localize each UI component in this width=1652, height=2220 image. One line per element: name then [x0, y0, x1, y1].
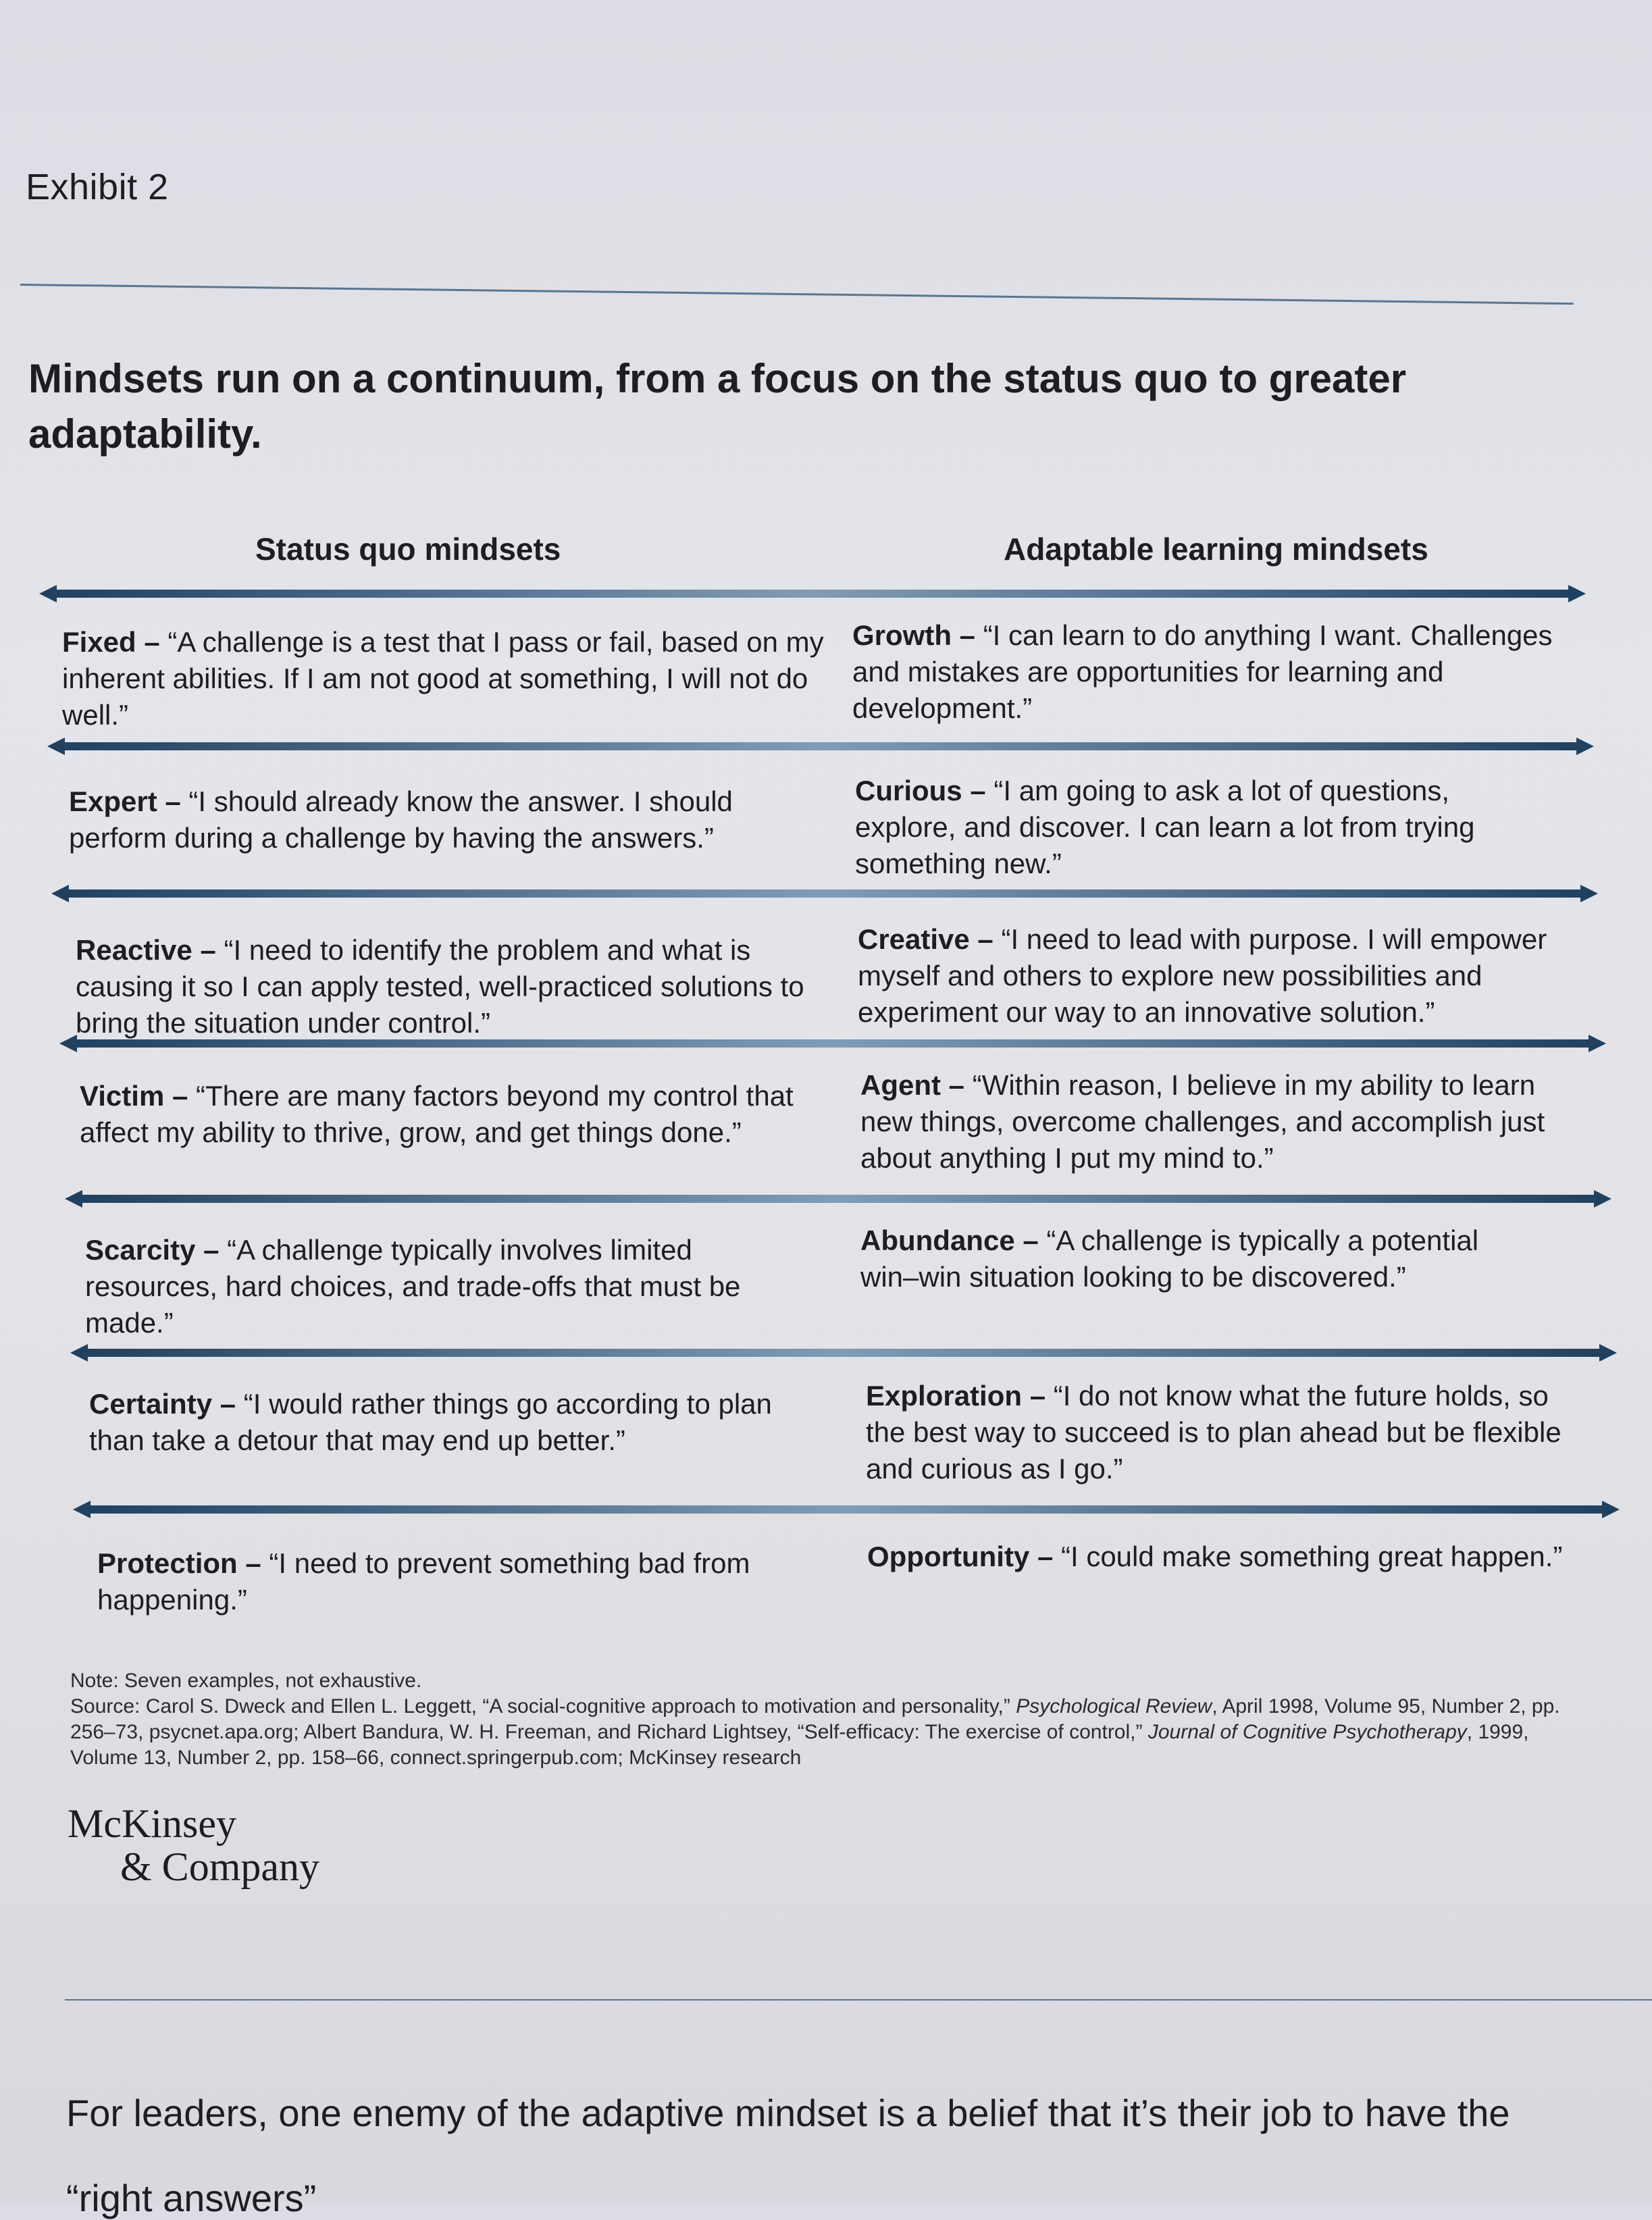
dash: –	[136, 626, 168, 658]
dash: –	[157, 785, 189, 817]
left-mindset-cell	[62, 624, 832, 733]
source-suffix: , 1999, Volume 13, Number 2, pp. 158–66, connect.springerpub.com; McKinsey research	[70, 1721, 1529, 1769]
exhibit-label: Exhibit 2	[26, 167, 169, 207]
mindset-quote: “There are many factors beyond my control that affect my ability to thrive, grow, and get things done.”	[80, 1080, 794, 1148]
right-mindset-cell	[858, 921, 1574, 1031]
mindset-quote: “I do not know what the future holds, so the best way to succeed is to plan ahead but be flexible and curious as I go.”	[866, 1380, 1561, 1485]
mindset-term: Scarcity	[85, 1234, 196, 1266]
dash: –	[941, 1069, 973, 1101]
mindset-term: Exploration	[866, 1380, 1023, 1412]
footnote	[70, 1668, 1597, 1771]
left-mindset-cell	[85, 1232, 760, 1341]
mindset-quote: “I could make something great happen.”	[1061, 1541, 1563, 1572]
mindset-quote: “I should already know the answer. I should perform during a challenge by having the answers.”	[69, 785, 733, 854]
body-paragraph-continued: “right answers”	[66, 2177, 317, 2219]
dash: –	[1022, 1380, 1054, 1412]
continuum-arrow	[73, 1501, 1620, 1518]
right-mindset-cell	[867, 1539, 1610, 1575]
dash: –	[237, 1547, 269, 1579]
right-mindset-cell	[860, 1222, 1536, 1295]
continuum-arrow	[39, 585, 1586, 602]
mindset-quote: “I need to lead with purpose. I will empower myself and others to explore new possibilities and experiment our way to an innovative solution.”	[858, 923, 1547, 1028]
left-mindset-cell	[76, 932, 812, 1041]
mindset-term: Protection	[97, 1547, 238, 1579]
mindset-quote: “A challenge is a test that I pass or fail, based on my inherent abilities. If I am not good at something, I will not do well.”	[62, 626, 824, 731]
mindset-quote: “I am going to ask a lot of questions, explore, and discover. I can learn a lot from trying something new.”	[855, 775, 1475, 879]
mindset-term: Certainty	[89, 1388, 213, 1420]
dash: –	[1029, 1541, 1061, 1572]
left-mindset-cell	[80, 1078, 829, 1151]
right-mindset-cell	[852, 617, 1568, 727]
source-text	[70, 1694, 1597, 1771]
mindset-term: Fixed	[62, 626, 136, 658]
right-mindset-cell	[855, 773, 1530, 882]
dash: –	[969, 923, 1002, 955]
source-mid: , April 1998, Volume 95, Number 2, pp. 256–73, psycnet.apa.org; Albert Bandura, W. H. Freeman, and Richard Lightsey, “Self-efficacy: The exercise of control,”	[70, 1695, 1560, 1743]
mindset-term: Expert	[69, 785, 157, 817]
continuum-arrow	[70, 1344, 1617, 1362]
continuum-arrow	[47, 738, 1594, 755]
mindset-quote: “I need to prevent something bad from happening.”	[97, 1547, 750, 1616]
mindset-quote: “A challenge is typically a potential win–win situation looking to be discovered.”	[860, 1224, 1479, 1293]
mindset-term: Creative	[858, 923, 970, 955]
logo-line-1: McKinsey	[68, 1801, 236, 1846]
dash: –	[195, 1234, 228, 1266]
mindset-term: Victim	[80, 1080, 165, 1112]
dash: –	[1014, 1224, 1047, 1256]
source-journal: Psychological Review	[1016, 1695, 1212, 1718]
mindset-term: Reactive	[76, 934, 192, 966]
top-divider	[20, 284, 1574, 305]
mindset-term: Curious	[855, 775, 962, 806]
mckinsey-logo	[68, 1802, 319, 1888]
mindset-term: Abundance	[860, 1224, 1015, 1256]
mindset-quote: “I need to identify the problem and what is causing it so I can apply tested, well-practiced solutions to bring the situation under control.”	[76, 934, 804, 1039]
dash: –	[212, 1388, 244, 1420]
right-column-heading: Adaptable learning mindsets	[1004, 532, 1428, 567]
mindset-quote: “I can learn to do anything I want. Challenges and mistakes are opportunities for learning and development.”	[852, 619, 1553, 724]
mindset-quote: “Within reason, I believe in my ability to learn new things, overcome challenges, and accomplish just about anything I put my mind to.”	[860, 1069, 1545, 1174]
mindset-term: Growth	[852, 619, 952, 651]
continuum-arrow	[51, 885, 1598, 902]
note-text: Note: Seven examples, not exhaustive.	[70, 1670, 422, 1692]
dash: –	[164, 1080, 196, 1112]
mindset-term: Opportunity	[867, 1541, 1030, 1572]
headline: Mindsets run on a continuum, from a focus on the status quo to greater adaptability.	[28, 356, 1407, 457]
left-mindset-cell	[97, 1545, 773, 1618]
right-mindset-cell	[866, 1378, 1595, 1487]
right-mindset-cell	[860, 1067, 1576, 1177]
left-column-heading: Status quo mindsets	[255, 532, 561, 567]
source-prefix: Source: Carol S. Dweck and Ellen L. Leggett, “A social-cognitive approach to motivation and personality,”	[70, 1695, 1016, 1718]
source-journal: Journal of Cognitive Psychotherapy	[1147, 1721, 1467, 1743]
mindset-quote: “I would rather things go according to plan than take a detour that may end up better.”	[89, 1388, 772, 1456]
dash: –	[192, 934, 224, 966]
body-paragraph: For leaders, one enemy of the adaptive mindset is a belief that it’s their job to have the	[66, 2092, 1510, 2134]
mindset-term: Agent	[860, 1069, 941, 1101]
mindset-quote: “A challenge typically involves limited resources, hard choices, and trade-offs that must be made.”	[85, 1234, 741, 1339]
continuum-arrow	[65, 1190, 1611, 1208]
left-mindset-cell	[89, 1386, 805, 1459]
bottom-divider	[65, 1999, 1652, 2000]
dash: –	[951, 619, 983, 651]
dash: –	[962, 775, 994, 806]
left-mindset-cell	[69, 783, 785, 856]
logo-line-2: & Company	[120, 1844, 319, 1889]
